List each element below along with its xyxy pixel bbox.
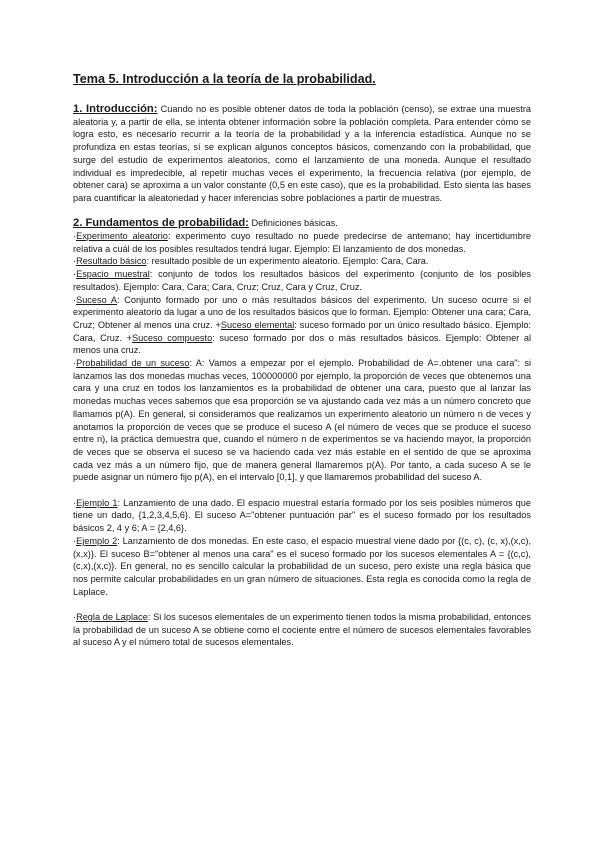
bullet-prefix: · (73, 269, 77, 280)
intro-paragraph (73, 103, 531, 205)
bullet-prefix: · (73, 231, 77, 242)
section-gap (73, 484, 531, 497)
definition-text: : resultado posible de un experimento aleatorio. Ejemplo: Cara, Cara. (146, 256, 429, 267)
term-ejemplo-2: Ejemplo 2 (76, 535, 118, 546)
laplace-text: : Si los sucesos elementales de un experimento tienen todos la misma probabilidad, entonces la probabilidad de un suceso A se obtiene como el cociente entre el número de sucesos elementales favorables al suceso A y el número total de sucesos elementales. (73, 612, 531, 648)
definition-text: : experimento cuyo resultado no puede predecirse de antemano; hay incertidumbre relativa a cuál de los posibles resultados tendrá lugar. Ejemplo: El lanzamiento de dos monedas. (73, 231, 531, 254)
term-suceso-compuesto: Suceso compuesto (132, 332, 213, 343)
definition-text: : Conjunto formado por uno o más resultados básicos del experimento. Un suceso ocurre si el experimento aleatorio da lugar a uno de los resultados básicos que lo forman. Ejemplo: Obtener una cara; Cara, Cruz; Obtener al menos una cruz. + (73, 294, 531, 330)
bullet-prefix: · (73, 358, 77, 369)
term-espacio-muestral: Espacio muestral (76, 269, 150, 280)
intro-text: Cuando no es posible obtener datos de toda la población (censo), se extrae una muestra aleatoria y, a partir de ella, se intenta obtener información sobre la población completa. Para entender cómo se logra esto, es necesario recurrir a la teoría de la probabilidad y a la inferencia estadística. Aunque no se profundiza en estas teorías, sí se explican algunos conceptos básicos, comenzando con la probabilidad, que surge del estudio de experimentos aleatorios, como el lanzamiento de una moneda. Aunque el resultado individual es impredecible, al repetir muchas veces el experimento, la frecuencia relativa (por ejemplo, de obtener cara) se aproxima a un valor constante (0,5 en este caso), que es la probabilidad. Esto sienta las bases para cuantificar la aleatoriedad y hacer inferencias sobre poblaciones a partir de muestras. (73, 104, 531, 203)
fundamentos-heading: 2. Fundamentos de probabilidad: (73, 217, 249, 230)
definition-espacio (73, 268, 531, 293)
term-experimento-aleatorio: Experimento aleatorio (76, 231, 168, 242)
example-1 (73, 497, 531, 535)
example-text: : Lanzamiento de una dado. El espacio muestral estaría formado por los seis posibles números que tiene un dado, {1,2,3,4,5,6}. El suceso A="obtener puntuación par" es el suceso formado por los resultados básicos 2, 4 y 6; A = {2,4,6}. (73, 497, 532, 534)
term-suceso-elemental: Suceso elemental (220, 319, 295, 330)
definition-experimento (73, 230, 531, 255)
bullet-prefix: · (73, 497, 77, 508)
fundamentos-header (73, 217, 531, 230)
section-gap (73, 205, 531, 218)
intro-heading: 1. Introducción: (73, 103, 158, 115)
definition-text: : A: Vamos a empezar por el ejemplo. Probabilidad de A=.obtener una cara": si lanzamos las dos monedas muchas veces, 100000000 por ejemplo, la proporción de veces que obtenemos una cara y una cruz en todos los lanzamientos es la probabilidad de obtener una cara, puesto que al lanzar las monedas muchas veces sabemos que esa proporción se va ajustando cada vez más a un número concreto que llamamos p(A). En general, si consideramos que realizamos un experimento aleatorio un número n de veces y anotamos la proporción de veces que se produce el suceso A (el número de veces que se produce el suceso entre n), la práctica demuestra que, cuando el número n de experimentos se va haciendo mayor, la proporción de veces que se observa el suceso se va haciendo cada vez más estable en el sentido de que se aproxima cada vez más a un número fijo, que de manera general llamaremos p(A). Por tanto, a cada suceso A se le puede asignar un número fijo p(A), en el intervalo [0,1], y que llamaremos probabilidad del suceso A. (73, 358, 531, 483)
definition-text: : suceso formado por dos o más resultados básicos. Ejemplo: Obtener al menos una cruz. (73, 332, 531, 356)
fundamentos-subheading: Definiciones básicas. (248, 218, 338, 229)
bullet-prefix: · (73, 294, 77, 305)
definition-probabilidad (73, 357, 531, 484)
bullet-prefix: · (73, 535, 77, 546)
example-text: : Lanzamiento de dos monedas. En este caso, el espacio muestral viene dado por {(c, c), (c, x),(x,c),(x,x)}. El suceso B="obtener al menos una cara" es el suceso formado por los sucesos elementales A = {(c,c),(c,x),(x,c)}. En general, no es sencillo calcular la probabilidad de un suceso, pero existe una regla básica que nos permite calcular probabilidades en un gran número de situaciones. Esta regla es conocida como la regla de Laplace. (73, 535, 532, 597)
term-regla-laplace: Regla de Laplace (76, 612, 148, 623)
term-resultado-basico: Resultado básico (76, 256, 147, 267)
definition-text: : suceso formado por un único resultado básico. Ejemplo: Cara, Cruz. + (73, 319, 531, 343)
term-suceso-a: Suceso A (76, 294, 118, 305)
definition-suceso (73, 294, 531, 358)
bullet-prefix: · (73, 612, 77, 623)
term-ejemplo-1: Ejemplo 1 (76, 497, 118, 508)
document-body (73, 71, 531, 649)
document-title: Tema 5. Introducción a la teoría de la probabilidad. (73, 72, 376, 86)
definition-resultado (73, 255, 531, 268)
definition-text: : conjunto de todos los resultados básicos del experimento (conjunto de los posibles resultados). Ejemplo: Cara, Cara; Cara, Cruz; Cruz, Cara y Cruz, Cruz. (73, 269, 532, 292)
bullet-prefix: · (73, 256, 77, 267)
section-gap (73, 598, 531, 611)
laplace-rule (73, 611, 531, 649)
term-probabilidad-suceso: Probabilidad de un suceso (76, 358, 190, 369)
example-2 (73, 535, 531, 599)
